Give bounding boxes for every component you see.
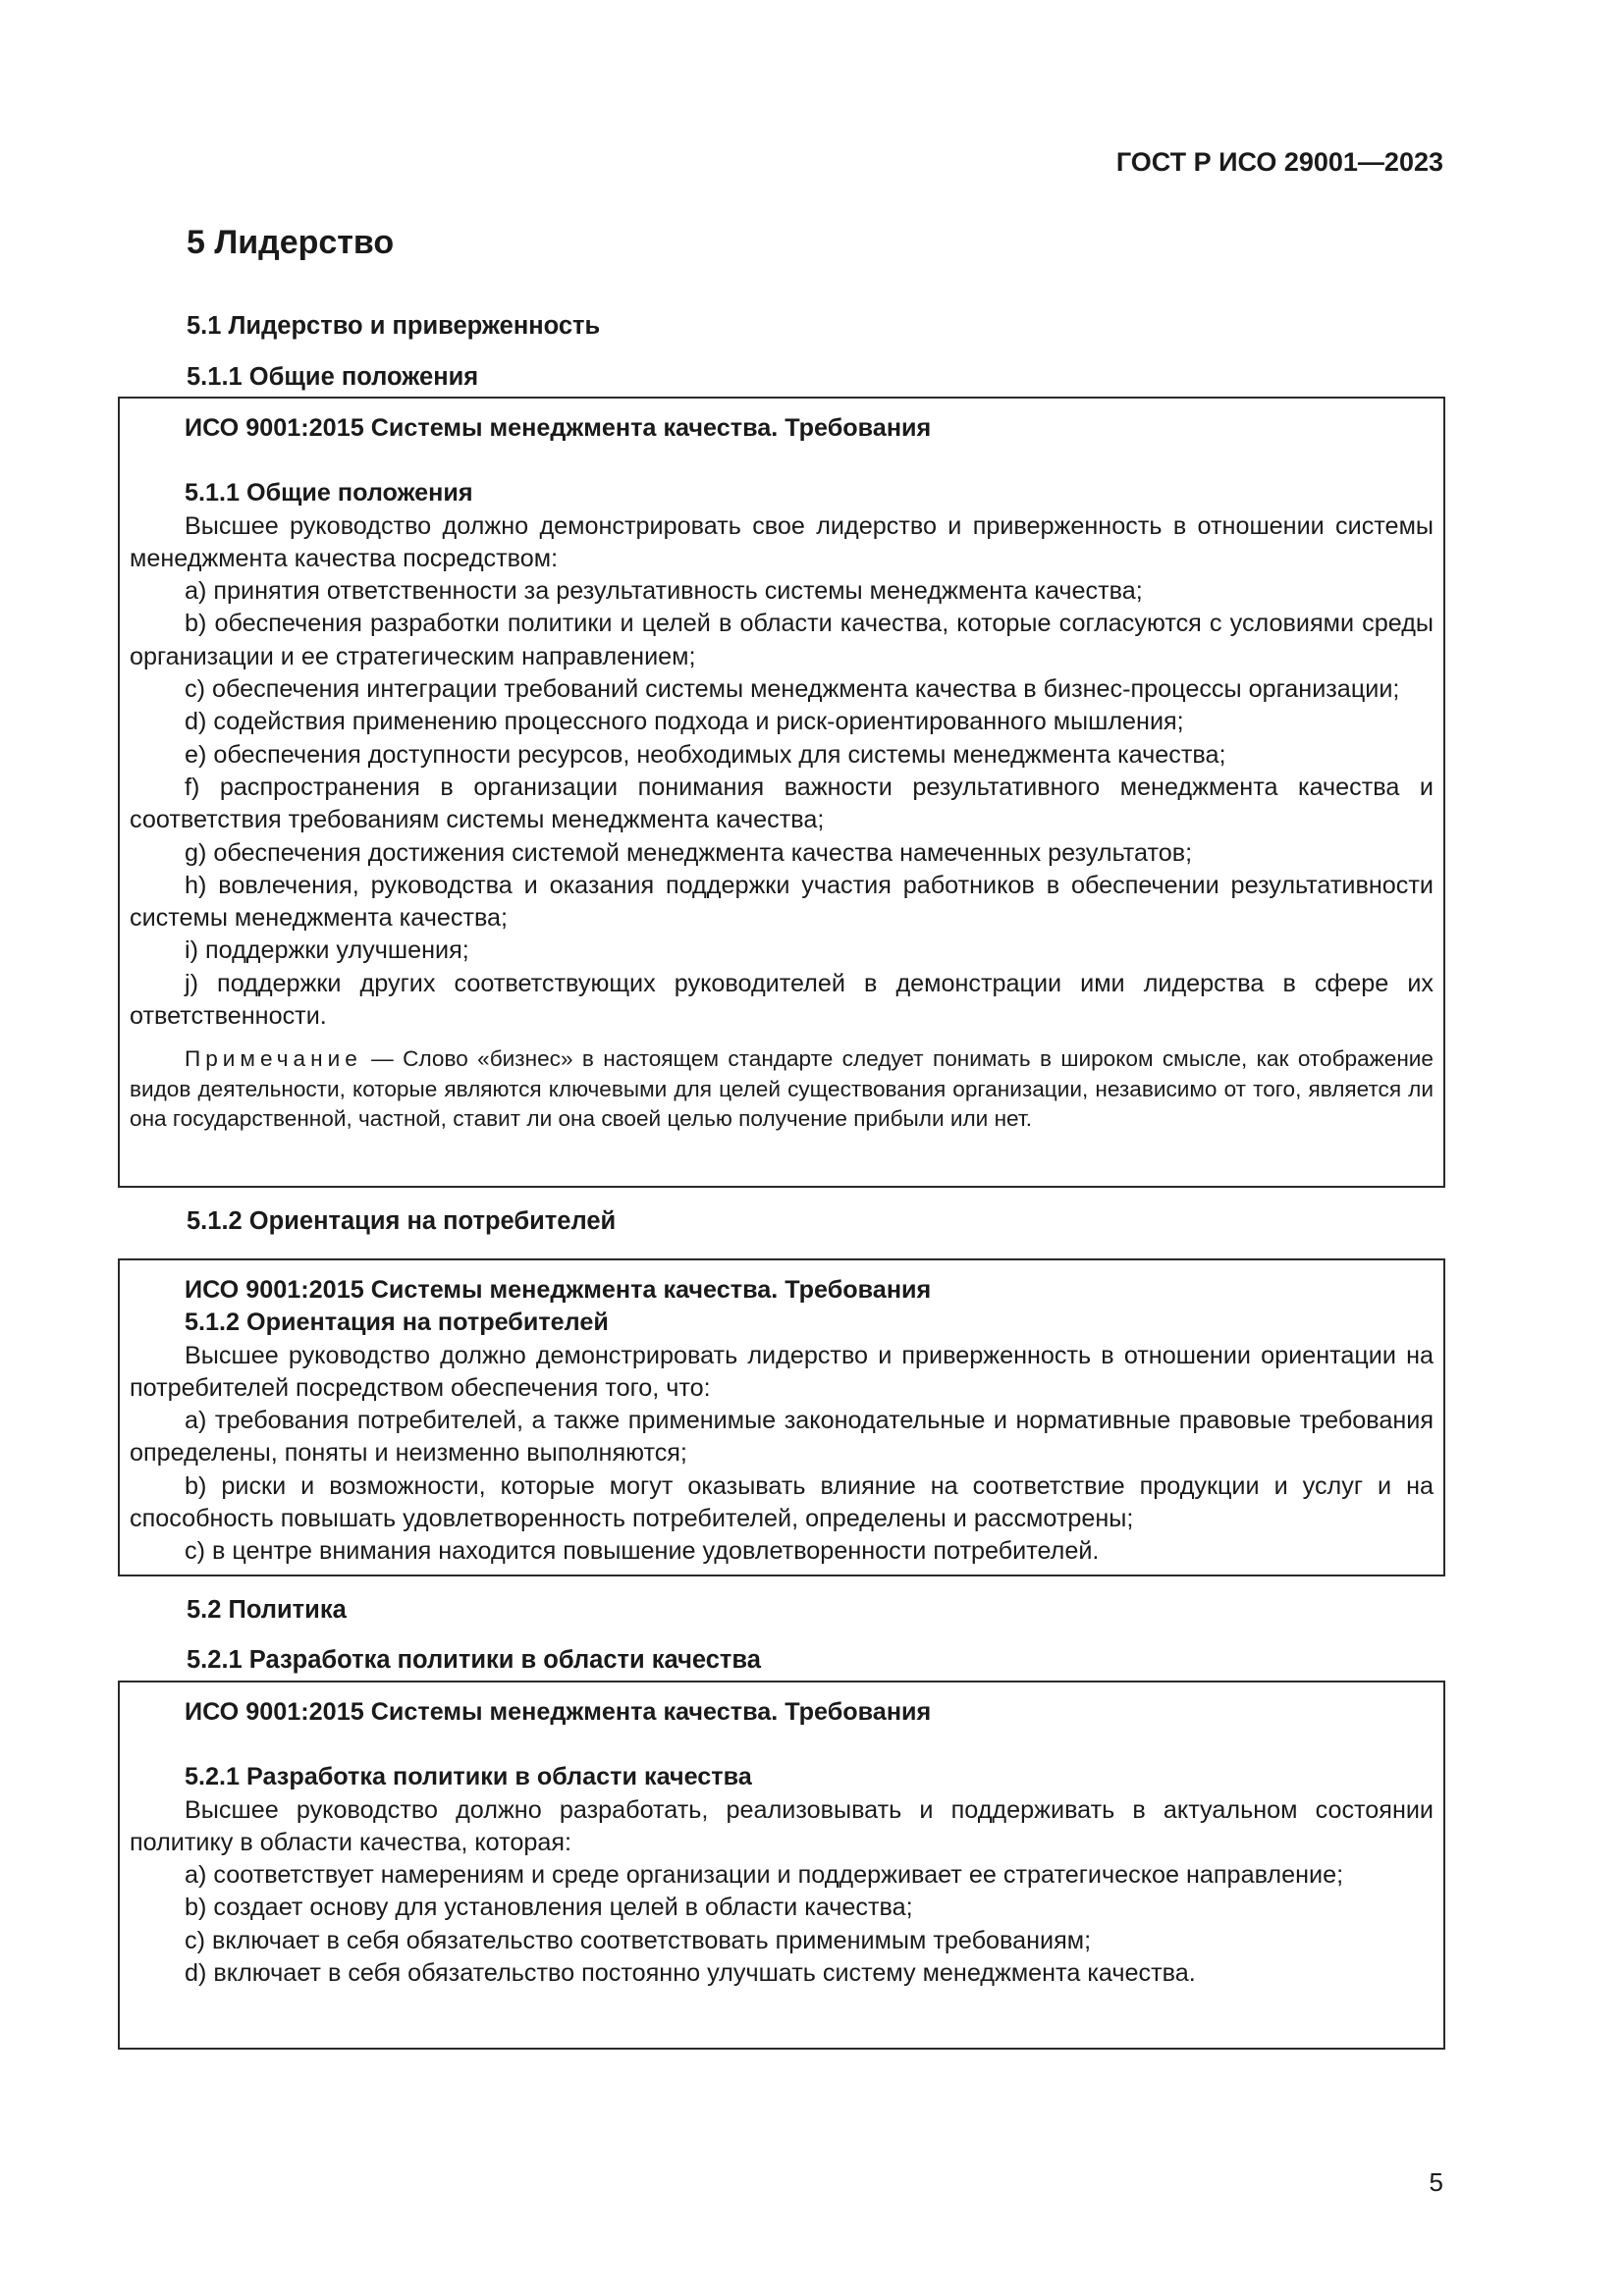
list-item: b) создает основу для установления целей в области качества; bbox=[185, 1894, 913, 1922]
note bbox=[130, 1044, 1434, 1135]
box-subtitle: 5.1.1 Общие положения bbox=[185, 479, 473, 507]
section-heading-5-2-1: 5.2.1 Разработка политики в области качества bbox=[187, 1646, 761, 1674]
list-item: j) поддержки других соответствующих руководителей в демонстрации ими лидерства в сфере их ответственности. bbox=[130, 969, 1434, 1031]
page-number: 5 bbox=[1429, 2167, 1443, 2197]
box-subtitle: 5.2.1 Разработка политики в области качества bbox=[185, 1763, 752, 1791]
iso-quote-box-5-2-1 bbox=[118, 1681, 1445, 2050]
box-intro: Высшее руководство должно разработать, реализовывать и поддерживать в актуальном состоянии политику в области качества, которая: bbox=[130, 1795, 1434, 1856]
list-item: g) обеспечения достижения системой менеджмента качества намеченных результатов; bbox=[185, 838, 1193, 867]
list-item: c) обеспечения интеграции требований системы менеджмента качества в бизнес-процессы организации; bbox=[185, 675, 1400, 704]
box-title: ИСО 9001:2015 Системы менеджмента качества. Требования bbox=[185, 1698, 932, 1726]
chapter-title: 5 Лидерство bbox=[187, 224, 395, 261]
section-heading-5-2: 5.2 Политика bbox=[187, 1596, 347, 1624]
section-heading-5-1-1: 5.1.1 Общие положения bbox=[187, 363, 479, 391]
list-item: e) обеспечения доступности ресурсов, необходимых для системы менеджмента качества; bbox=[185, 740, 1226, 769]
note-text: — Слово «бизнес» в настоящем стандарте следует понимать в широком смысле, как отображение видов деятельности, которые являются ключевыми для целей существования организации, независимо от того, является ли она государственной, частной, ставит ли она своей целью получение прибыли или нет. bbox=[130, 1046, 1434, 1132]
box-title: ИСО 9001:2015 Системы менеджмента качества. Требования bbox=[185, 1276, 932, 1304]
iso-quote-box-5-1-1 bbox=[118, 397, 1445, 1188]
section-heading-5-1-2: 5.1.2 Ориентация на потребителей bbox=[187, 1207, 617, 1235]
list-item: b) обеспечения разработки политики и целей в области качества, которые согласуются с условиями среды организации и ее стратегическим направлением; bbox=[130, 610, 1434, 670]
box-subtitle: 5.1.2 Ориентация на потребителей bbox=[185, 1308, 609, 1337]
list-item: a) соответствует намерениям и среде организации и поддерживает ее стратегическое направление; bbox=[185, 1861, 1344, 1890]
box-title: ИСО 9001:2015 Системы менеджмента качества. Требования bbox=[185, 414, 932, 442]
list-item: a) принятия ответственности за результативность системы менеджмента качества; bbox=[185, 577, 1143, 606]
box-intro: Высшее руководство должно демонстрировать лидерство и приверженность в отношении ориентации на потребителей посредством обеспечения того, что: bbox=[130, 1341, 1434, 1402]
list-item: c) включает в себя обязательство соответствовать применимым требованиям; bbox=[185, 1926, 1092, 1954]
list-item: a) требования потребителей, а также применимые законодательные и нормативные правовые требования определены, поняты и неизменно выполняются; bbox=[130, 1407, 1434, 1468]
note-label: Примечание bbox=[185, 1046, 362, 1072]
list-item: f) распространения в организации понимания важности результативного менеджмента качества и соответствия требованиям системы менеджмента качества; bbox=[130, 773, 1434, 834]
document-code: ГОСТ Р ИСО 29001—2023 bbox=[1115, 147, 1443, 177]
iso-quote-box-5-1-2 bbox=[118, 1258, 1445, 1576]
list-item: d) включает в себя обязательство постоянно улучшать систему менеджмента качества. bbox=[185, 1959, 1196, 1988]
box-intro: Высшее руководство должно демонстрировать свое лидерство и приверженность в отношении системы менеджмента качества посредством: bbox=[130, 511, 1434, 572]
list-item: c) в центре внимания находится повышение удовлетворенности потребителей. bbox=[185, 1537, 1100, 1566]
list-item: b) риски и возможности, которые могут оказывать влияние на соответствие продукции и услуг и на способность повышать удовлетворенность потребителей, определены и рассмотрены; bbox=[130, 1471, 1434, 1533]
list-item: h) вовлечения, руководства и оказания поддержки участия работников в обеспечении результативности системы менеджмента качества; bbox=[130, 871, 1434, 933]
section-heading-5-1: 5.1 Лидерство и приверженность bbox=[187, 312, 601, 340]
list-item: d) содействия применению процессного подхода и риск-ориентированного мышления; bbox=[185, 708, 1184, 736]
list-item: i) поддержки улучшения; bbox=[185, 936, 469, 965]
